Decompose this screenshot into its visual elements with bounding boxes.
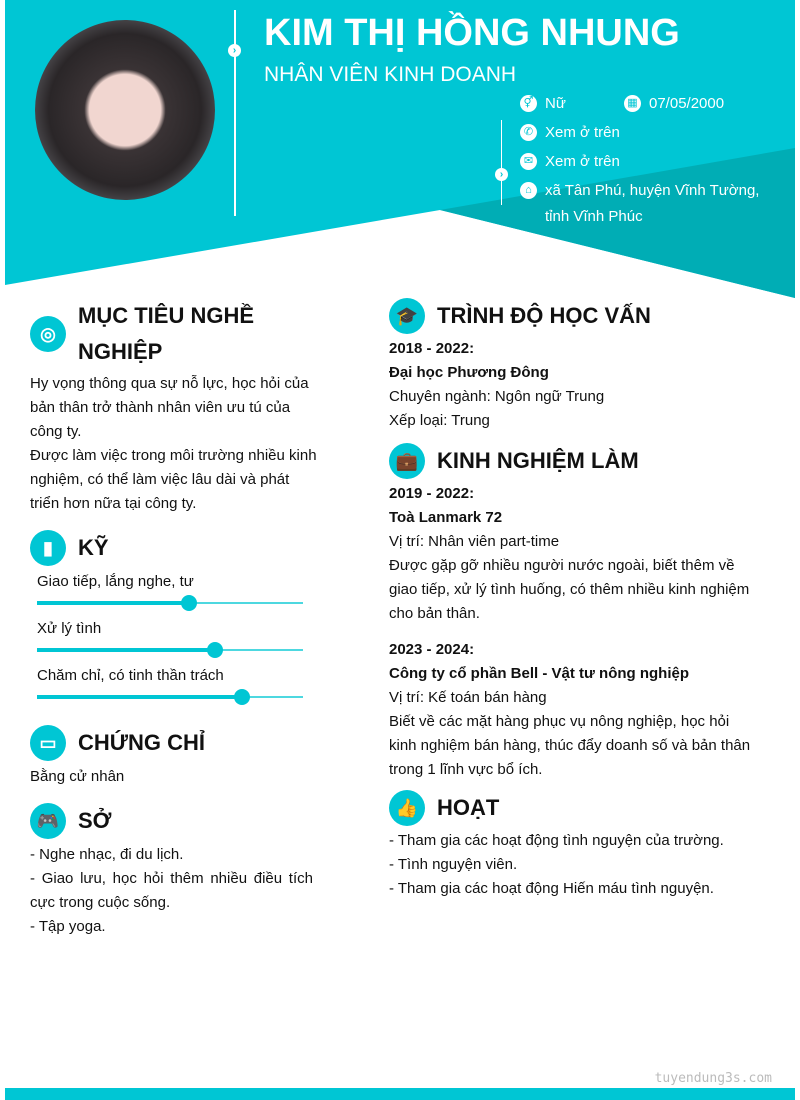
activities-heading: 👍 HOẠT — [389, 790, 499, 826]
job-period: 2019 - 2022: — [389, 485, 475, 502]
calendar-icon: ▦ — [624, 95, 641, 112]
certs-heading: ▭ CHỨNG CHỈ — [30, 725, 205, 761]
divider — [234, 10, 236, 216]
skills-heading: ▮ KỸ — [30, 530, 109, 566]
gender-icon: ⚥ — [520, 95, 537, 112]
gamepad-icon: 🎮 — [30, 803, 66, 839]
skill-fill — [37, 695, 242, 699]
skill-item — [37, 619, 303, 651]
activity-item: - Tham gia các hoạt động Hiến máu tình nguyện. — [389, 880, 714, 897]
avatar — [35, 20, 215, 200]
briefcase-icon: 💼 — [389, 443, 425, 479]
phone: Xem ở trên — [545, 124, 620, 141]
job-description: Biết về các mặt hàng phục vụ nông nghiệp, học hỏi kinh nghiệm bán hàng, thúc đẩy doanh số và bản thân trong 1 lĩnh vực bổ ích. — [389, 713, 751, 778]
job-description: Được gặp gỡ nhiều người nước ngoài, biết thêm về giao tiếp, xử lý tình huống, có thêm nhiều kinh nghiệm cho bản thân. — [389, 557, 750, 622]
email: Xem ở trên — [545, 153, 620, 170]
hobby-item: - Nghe nhạc, đi du lịch. — [30, 846, 184, 863]
candidate-name: KIM THỊ HỒNG NHUNG — [264, 12, 680, 54]
hobby-item: - Tập yoga. — [30, 918, 106, 935]
objective-heading: ◎ MỤC TIÊU NGHỀ NGHIỆP — [30, 298, 320, 370]
skill-label: Giao tiếp, lắng nghe, tư — [37, 573, 194, 590]
education-major: Chuyên ngành: Ngôn ngữ Trung — [389, 388, 605, 405]
education-grade: Xếp loại: Trung — [389, 412, 490, 429]
skill-item — [37, 572, 303, 604]
objective-text: Hy vọng thông qua sự nỗ lực, học hỏi của bản thân trở thành nhân viên ưu tú của công ty. — [30, 375, 309, 440]
job-position: Vị trí: Kế toán bán hàng — [389, 689, 547, 706]
skill-label: Chăm chỉ, có tinh thần trách — [37, 667, 224, 684]
skill-slider[interactable] — [37, 602, 303, 604]
hobby-item: - Giao lưu, học hỏi thêm nhiều điều tích cực trong cuộc sống. — [30, 870, 313, 911]
skill-slider[interactable] — [37, 649, 303, 651]
education-heading: 🎓 TRÌNH ĐỘ HỌC VẤN — [389, 298, 651, 334]
thumbs-up-icon: 👍 — [389, 790, 425, 826]
gender: Nữ — [545, 95, 566, 112]
skill-knob[interactable] — [207, 642, 223, 658]
bar-chart-icon: ▮ — [30, 530, 66, 566]
skill-fill — [37, 601, 189, 605]
watermark: tuyendung3s.com — [654, 1071, 772, 1086]
job-company: Công ty cổ phần Bell - Vật tư nông nghiệp — [389, 665, 690, 682]
cert-text: Bằng cử nhân — [30, 768, 125, 785]
hobbies-heading: 🎮 SỞ — [30, 803, 111, 839]
graduation-cap-icon: 🎓 — [389, 298, 425, 334]
job-period: 2023 - 2024: — [389, 641, 475, 658]
job-company: Toà Lanmark 72 — [389, 509, 503, 526]
footer-bar — [5, 1088, 795, 1100]
skill-slider[interactable] — [37, 696, 303, 698]
chevron-right-icon: › — [228, 44, 241, 57]
objective-text: Được làm việc trong môi trường nhiều kinh nghiệm, có thể làm việc lâu dài và phát triển hơn nữa tại công ty. — [30, 447, 317, 512]
certificate-icon: ▭ — [30, 725, 66, 761]
education-school: Đại học Phương Đông — [389, 364, 549, 381]
skill-fill — [37, 648, 215, 652]
job-title: NHÂN VIÊN KINH DOANH — [264, 63, 517, 86]
email-icon: ✉ — [520, 153, 537, 170]
skill-knob[interactable] — [181, 595, 197, 611]
skill-label: Xử lý tình — [37, 620, 102, 637]
skill-item — [37, 666, 303, 698]
address: xã Tân Phú, huyện Vĩnh Tường, tỉnh Vĩnh Phúc — [545, 182, 760, 225]
activity-item: - Tình nguyện viên. — [389, 856, 518, 873]
job-position: Vị trí: Nhân viên part-time — [389, 533, 560, 550]
chevron-right-icon: › — [495, 168, 508, 181]
divider — [501, 120, 502, 205]
home-icon: ⌂ — [520, 182, 537, 199]
experience-heading: 💼 KINH NGHIỆM LÀM — [389, 443, 639, 479]
skill-knob[interactable] — [234, 689, 250, 705]
target-icon: ◎ — [30, 316, 66, 352]
education-period: 2018 - 2022: — [389, 340, 475, 357]
phone-icon: ✆ — [520, 124, 537, 141]
activity-item: - Tham gia các hoạt động tình nguyện của trường. — [389, 832, 724, 849]
date-of-birth: 07/05/2000 — [649, 95, 725, 112]
